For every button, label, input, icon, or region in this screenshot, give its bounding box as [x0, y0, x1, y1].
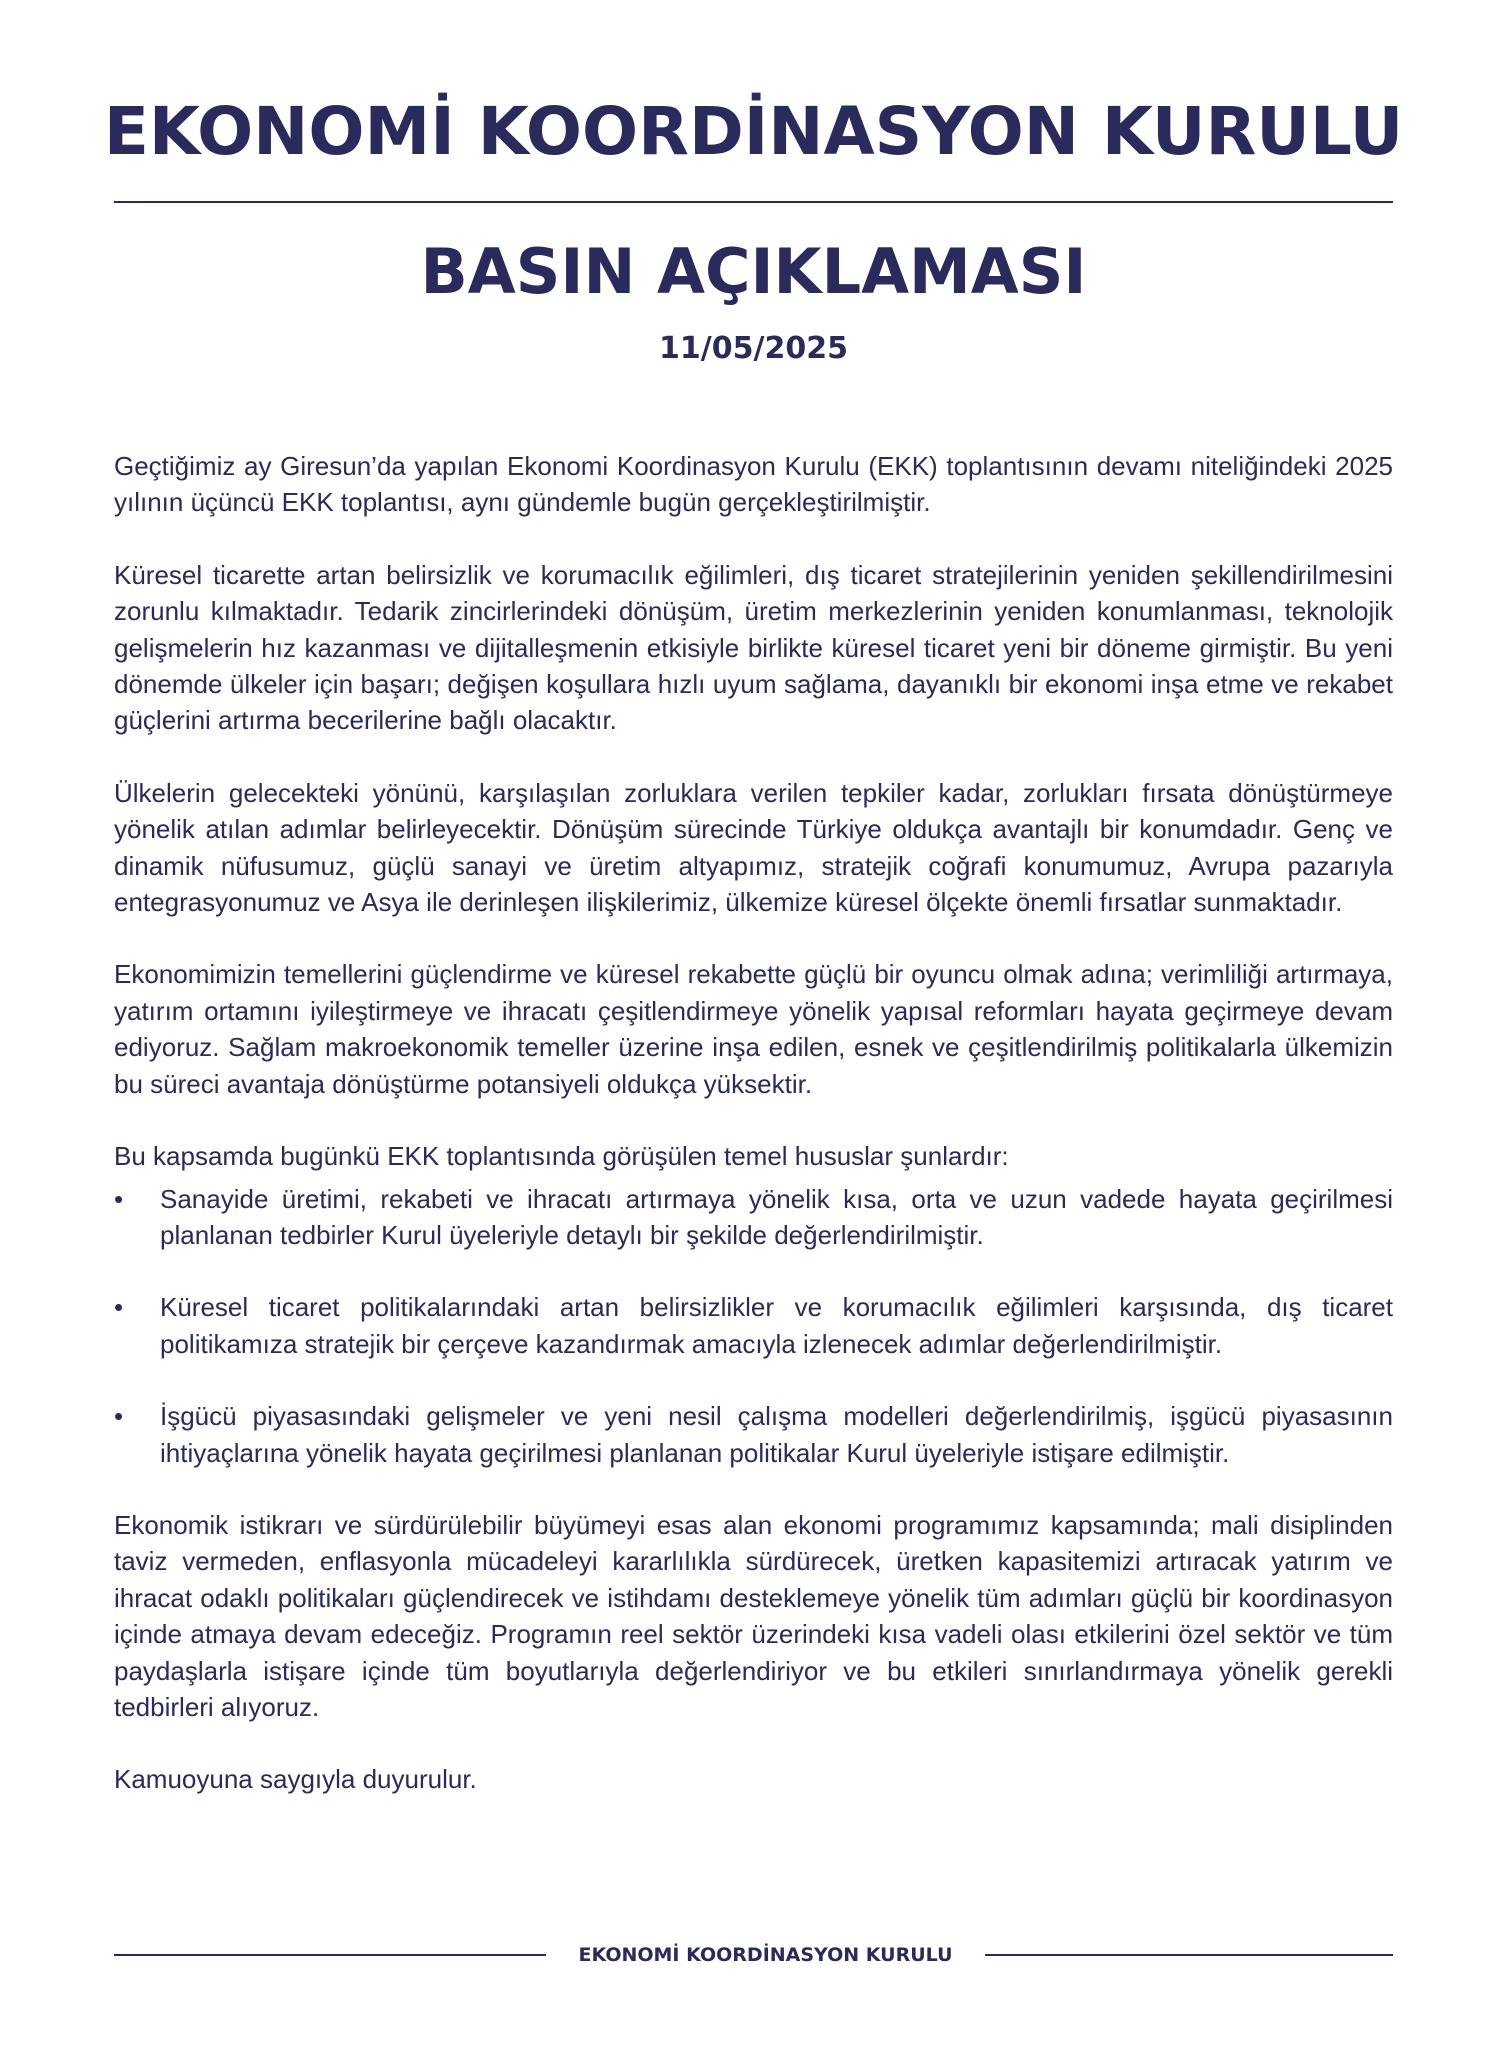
bullet-icon: • [114, 1292, 124, 1323]
organization-heading: EKONOMİ KOORDİNASYON KURULU [103, 93, 1404, 170]
closing-paragraph: Ekonomik istikrarı ve sürdürülebilir büyümeyi esas alan ekonomi programımız kapsamında; mali disiplinden taviz vermeden, enflasyonla mücadeleyi kararlılıkla sürdürecek, üretken kapasitemizi artıracak yatırım ve ihracat odaklı politikaları güçlendirecek ve istihdamı desteklemeye yönelik tüm adımları güçlü bir koordinasyon içinde atmaya devam edeceğiz. Programın reel sektör üzerindeki kısa vadeli olası etkilerini özel sektör ve tüm paydaşlarla istişare içinde tüm boyutlarıyla değerlendiriyor ve bu etkileri sınırlandırmaya yönelik gerekli tedbirleri alıyoruz. [114, 1509, 1393, 1722]
footer-divider-right [985, 1954, 1393, 1956]
footer [114, 1935, 1393, 1975]
list-item-text: Küresel ticaret politikalarındaki artan belirsizlikler ve korumacılık eğilimleri karşısında, dış ticaret politikamıza stratejik bir çerçeve kazandırmak amacıyla izlenecek adımlar değerlendirilmiştir. [160, 1292, 1393, 1359]
key-points-list [114, 1181, 1393, 1471]
list-item [114, 1289, 1393, 1362]
list-item [114, 1181, 1393, 1254]
paragraph: Geçtiğimiz ay Giresun’da yapılan Ekonomi Koordinasyon Kurulu (EKK) toplantısının devamı niteliğindeki 2025 yılının üçüncü EKK toplantısı, aynı gündemle bugün gerçekleştirilmiştir. [114, 451, 1393, 518]
bullet-icon: • [114, 1183, 124, 1214]
list-item [114, 1398, 1393, 1471]
footer-divider-left [114, 1954, 546, 1956]
header-divider [114, 201, 1393, 203]
document-title: BASIN AÇIKLAMASI [420, 235, 1087, 308]
paragraph: Ekonomimizin temellerini güçlendirme ve küresel rekabette güçlü bir oyuncu olmak adına; verimliliği artırmaya, yatırım ortamını iyileştirmeye ve ihracatı çeşitlendirmeye yönelik yapısal reformları hayata geçirmeye devam ediyoruz. Sağlam makroekonomik temeller üzerine inşa edilen, esnek ve çeşitlendirilmiş politikalarla ülkemizin bu süreci avantaja dönüştürme potansiyeli oldukça yüksektir. [114, 959, 1393, 1099]
bullet-icon: • [114, 1401, 124, 1432]
signoff: Kamuoyuna saygıyla duyurulur. [114, 1764, 477, 1795]
list-item-text: Sanayide üretimi, rekabeti ve ihracatı artırmaya yönelik kısa, orta ve uzun vadede hayata geçirilmesi planlanan tedbirler Kurul üyeleriyle detaylı bir şekilde değerlendirilmiştir. [160, 1183, 1393, 1250]
list-item-text: İşgücü piyasasındaki gelişmeler ve yeni nesil çalışma modelleri değerlendirilmiş, işgücü piyasasının ihtiyaçlarına yönelik hayata geçirilmesi planlanan politikalar Kurul üyeleriyle istişare edilmiştir. [160, 1401, 1393, 1468]
document-body [114, 448, 1393, 1834]
list-intro: Bu kapsamda bugünkü EKK toplantısında görüşülen temel hususlar şunlardır: [114, 1141, 1009, 1172]
document-date: 11/05/2025 [659, 331, 848, 366]
paragraph: Ülkelerin gelecekteki yönünü, karşılaşılan zorluklara verilen tepkiler kadar, zorlukları fırsata dönüştürmeye yönelik atılan adımlar belirleyecektir. Dönüşüm sürecinde Türkiye oldukça avantajlı bir konumdadır. Genç ve dinamik nüfusumuz, güçlü sanayi ve üretim altyapımız, stratejik coğrafi konumumuz, Avrupa pazarıyla entegrasyonumuz ve Asya ile derinleşen ilişkilerimiz, ülkemize küresel ölçekte önemli fırsatlar sunmaktadır. [114, 777, 1393, 918]
footer-organization: EKONOMİ KOORDİNASYON KURULU [578, 1944, 953, 1966]
paragraph: Küresel ticarette artan belirsizlik ve korumacılık eğilimleri, dış ticaret stratejilerinin yeniden şekillendirilmesini zorunlu kılmaktadır. Tedarik zincirlerindeki dönüşüm, üretim merkezlerinin yeniden konumlanması, teknolojik gelişmelerin hız kazanması ve dijitalleşmenin etkisiyle birlikte küresel ticaret yeni bir döneme girmiştir. Bu yeni dönemde ülkeler için başarı; değişen koşullara hızlı uyum sağlama, dayanıklı bir ekonomi inşa etme ve rekabet güçlerini artırma becerilerine bağlı olacaktır. [114, 559, 1393, 736]
